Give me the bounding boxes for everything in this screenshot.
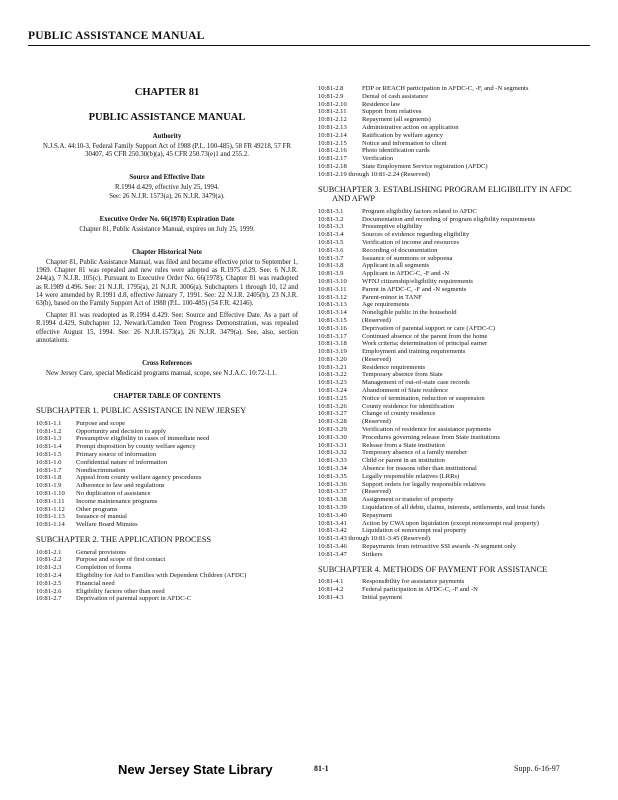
source-line-2: See: 26 N.J.R. 1573(a), 26 N.J.R. 3479(a). — [109, 192, 225, 200]
toc-entry-title: Strikers — [362, 550, 383, 558]
toc-entry-number: 10:81-3.8 — [318, 262, 344, 270]
right-column — [318, 85, 590, 602]
toc-entry-number: 10:81-2.17 — [318, 155, 347, 163]
toc-entry — [318, 418, 590, 426]
subchapter-3-title: SUBCHAPTER 3. ESTABLISHING PROGRAM ELIGIBILITY IN AFDC AND AFWP — [318, 184, 572, 204]
page-footer — [0, 762, 618, 782]
toc-entry-title: Eligibility for Aid to Families with Dependent Children (AFDC) — [76, 571, 247, 579]
toc-entry — [318, 594, 590, 602]
toc-entry — [318, 387, 590, 395]
toc-entry-title: Release from a State institution — [362, 441, 445, 449]
toc-entry-number: 10:81-1.5 — [36, 451, 62, 459]
toc-entry-number: 10:81-3.16 — [318, 324, 347, 332]
toc-entry — [36, 498, 298, 506]
toc-entry-number: 10:81-2.12 — [318, 116, 347, 124]
toc-entry — [318, 520, 590, 528]
toc-entry-number: 10:81-3.35 — [318, 472, 347, 480]
toc-entry-number: 10:81-3.6 — [318, 246, 344, 254]
toc-entry — [318, 132, 590, 140]
toc-entry — [318, 101, 590, 109]
toc-entry-number: 10:81-2.11 — [318, 108, 347, 116]
toc-entry-number: 10:81-2.16 — [318, 147, 347, 155]
toc-entry-number: 10:81-1.7 — [36, 466, 62, 474]
toc-entry-number: 10:81-2.18 — [318, 162, 347, 170]
toc-entry-number: 10:81-1.13 — [36, 513, 65, 521]
toc-entry-number: 10:81-4.1 — [318, 578, 344, 586]
page-number: 81-1 — [314, 764, 329, 773]
toc-entry — [36, 572, 298, 580]
toc-entry-number: 10:81-2.1 — [36, 548, 62, 556]
toc-entry — [318, 504, 590, 512]
toc-entry — [318, 301, 590, 309]
toc-entry-title: Appeal from county welfare agency procedures — [76, 474, 202, 482]
toc-entry — [318, 395, 590, 403]
toc-entry — [36, 451, 298, 459]
executive-order-heading: Executive Order No. 66(1978) Expiration Date — [99, 215, 235, 223]
toc-entry-title: Residence requirements — [362, 363, 426, 371]
toc-entry — [318, 364, 590, 372]
toc-entry-number: 10:81-3.11 — [318, 285, 347, 293]
toc-entry-title: Abandonment of State residence — [362, 387, 448, 395]
toc-entry-number: 10:81-1.14 — [36, 521, 65, 529]
toc-entry-number: 10:81-1.6 — [36, 458, 62, 466]
toc-entry-title: Temporary absence from State — [362, 371, 443, 379]
toc-entry — [318, 108, 590, 116]
toc-entry-title: Program eligibility factors related to AFDC — [362, 207, 477, 215]
toc-entry-title: Primary source of information — [76, 451, 157, 459]
toc-entry-number: 10:81-3.34 — [318, 465, 347, 473]
toc-entry-title: (Reserved) — [362, 355, 391, 363]
subchapter-3-list — [318, 208, 590, 535]
toc-entry-number: 10:81-3.40 — [318, 511, 347, 519]
cross-references-text: New Jersey Care, special Medicaid programs manual, scope, see N.J.A.C. 10:72-1.1. — [46, 370, 277, 378]
left-column — [36, 85, 298, 603]
toc-entry-title: Repayments from retroactive SSI awards -N segment only — [362, 543, 516, 551]
toc-entry-title: Adherence to law and regulations — [76, 482, 165, 490]
toc-entry-number: 10:81-3.46 — [318, 543, 347, 551]
toc-entry — [36, 580, 298, 588]
toc-entry-number: 10:81-3.33 — [318, 457, 347, 465]
toc-entry — [318, 371, 590, 379]
toc-entry — [318, 255, 590, 263]
toc-entry-number: 10:81-3.29 — [318, 426, 347, 434]
toc-entry-title: Repayment — [362, 511, 393, 519]
toc-entry-number: 10:81-3.21 — [318, 363, 347, 371]
executive-order-text: Chapter 81, Public Assistance Manual, expires on July 25, 1999. — [79, 225, 255, 233]
toc-entry-title: Action by CWA upon liquidation (except nonexempt real property) — [362, 519, 539, 527]
toc-entry-number: 10:81-3.10 — [318, 277, 347, 285]
toc-entry — [318, 543, 590, 551]
toc-entry — [318, 481, 590, 489]
toc-entry-number: 10:81-2.6 — [36, 587, 62, 595]
toc-entry — [318, 309, 590, 317]
toc-entry-number: 10:81-1.8 — [36, 474, 62, 482]
toc-entry — [36, 513, 298, 521]
toc-entry — [318, 449, 590, 457]
toc-entry — [318, 294, 590, 302]
toc-entry-number: 10:81-2.10 — [318, 100, 347, 108]
toc-entry-title: Liquidation of all debts, claims, interests, settlements, and trust funds — [362, 504, 545, 512]
toc-entry-number: 10:81-3.19 — [318, 348, 347, 356]
supplement-date: Supp. 6-16-97 — [514, 764, 560, 773]
toc-entry — [318, 270, 590, 278]
toc-entry-title: Confidential nature of information — [76, 458, 168, 466]
toc-entry-number: 10:81-1.3 — [36, 435, 62, 443]
toc-entry-title: WFNJ citizenship/eligibility requirements — [362, 277, 473, 285]
toc-entry-number: 10:81-3.37 — [318, 488, 347, 496]
toc-entry-number: 10:81-3.3 — [318, 223, 344, 231]
toc-entry — [318, 442, 590, 450]
toc-entry-number: 10:81-3.12 — [318, 293, 347, 301]
toc-entry-title: Parent-minor in TANF — [362, 293, 422, 301]
toc-entry — [318, 512, 590, 520]
toc-entry-title: Legally responsible relatives (LRRs) — [362, 472, 460, 480]
toc-entry — [318, 410, 590, 418]
toc-entry — [318, 147, 590, 155]
toc-entry-title: Responsibility for assistance payments — [362, 578, 465, 586]
toc-entry-title: Recording of documentation — [362, 246, 438, 254]
toc-entry — [318, 457, 590, 465]
toc-entry-title: Presumptive eligibility in cases of immediate need — [76, 435, 210, 443]
toc-entry-title: Issuance of summons or subpoena — [362, 254, 453, 262]
toc-entry-number: 10:81-2.8 — [318, 85, 344, 92]
toc-entry — [318, 403, 590, 411]
toc-entry-title: No duplication of assistance — [76, 490, 151, 498]
toc-entry-number: 10:81-3.17 — [318, 332, 347, 340]
toc-entry-number: 10:81-3.1 — [318, 207, 344, 215]
toc-entry-number: 10:81-3.24 — [318, 387, 347, 395]
toc-entry — [318, 465, 590, 473]
toc-entry-title: Presumptive eligibility — [362, 223, 423, 231]
toc-entry-title: (Reserved) — [362, 316, 391, 324]
toc-entry-title: Welfare Board Minutes — [76, 521, 138, 529]
toc-entry-number: 10:81-3.23 — [318, 379, 347, 387]
toc-entry-title: Noneligible public in the household — [362, 309, 457, 317]
toc-entry — [318, 379, 590, 387]
toc-entry — [36, 482, 298, 490]
toc-entry-number: 10:81-2.2 — [36, 556, 62, 564]
toc-entry — [36, 420, 298, 428]
toc-entry-number: 10:81-3.15 — [318, 316, 347, 324]
toc-entry — [318, 333, 590, 341]
subchapter-4-list — [318, 578, 590, 601]
toc-entry — [318, 434, 590, 442]
toc-entry — [318, 155, 590, 163]
toc-entry-title: Issuance of manual — [76, 513, 127, 521]
toc-entry-number: 10:81-3.36 — [318, 480, 347, 488]
toc-entry — [318, 473, 590, 481]
source-heading: Source and Effective Date — [129, 174, 205, 182]
toc-entry-title: Support from relatives — [362, 108, 422, 116]
toc-entry-title: Employment and training requirements — [362, 348, 466, 356]
toc-entry-number: 10:81-3.18 — [318, 340, 347, 348]
toc-entry — [36, 435, 298, 443]
subchapter-1-list — [36, 420, 298, 529]
toc-entry-number: 10:81-3.25 — [318, 394, 347, 402]
chapter-title: PUBLIC ASSISTANCE MANUAL — [88, 112, 246, 123]
toc-entry — [36, 443, 298, 451]
toc-entry — [318, 286, 590, 294]
toc-entry-title: Purpose and scope of first contact — [76, 556, 166, 564]
toc-entry-number: 10:81-1.2 — [36, 427, 62, 435]
toc-entry — [318, 356, 590, 364]
chapter-number: CHAPTER 81 — [134, 87, 200, 98]
toc-entry — [318, 231, 590, 239]
toc-entry-title: Applicant in AFDC-C, -F and -N — [362, 270, 450, 278]
subchapter-2-continued-list — [318, 85, 590, 171]
toc-entry-title: Absence for reasons other than institutional — [362, 465, 477, 473]
toc-entry-number: 10:81-1.4 — [36, 443, 62, 451]
toc-entry — [318, 216, 590, 224]
toc-entry-title: County residence for identification — [362, 402, 455, 410]
authority-text: N.J.S.A. 44:10-3, Federal Family Support Act of 1988 (P.L. 100-485), 58 FR 49218, 57 FR 30407, 45 CFR 250.30(b)(a), 45 CFR 250.73(e)1 and 255.2. — [43, 143, 291, 159]
toc-entry-title: Denial of cash assistance — [362, 92, 429, 100]
toc-entry-title: Verification of income and resources — [362, 238, 460, 246]
toc-entry-title: Child or parent in an institution — [362, 457, 445, 465]
toc-entry-number: 10:81-2.5 — [36, 579, 62, 587]
toc-entry-number: 10:81-4.3 — [318, 593, 344, 601]
toc-entry-number: 10:81-3.9 — [318, 270, 344, 278]
toc-entry-title: Age requirements — [362, 301, 410, 309]
toc-entry-number: 10:81-3.14 — [318, 309, 347, 317]
library-stamp: New Jersey State Library — [118, 762, 273, 777]
toc-entry-title: Nondiscrimination — [76, 466, 126, 474]
toc-entry-title: Management of out-of-state case records — [362, 379, 470, 387]
toc-entry-title: Deprivation of parental support in AFDC-C — [76, 595, 192, 603]
toc-entry — [318, 317, 590, 325]
toc-entry-number: 10:81-1.9 — [36, 482, 62, 490]
toc-entry-title: Other programs — [76, 505, 118, 513]
toc-entry-number: 10:81-3.4 — [318, 231, 344, 239]
toc-entry — [318, 262, 590, 270]
toc-entry-title: Liquidation of nonexempt real property — [362, 527, 467, 535]
toc-entry — [318, 239, 590, 247]
toc-entry-number: 10:81-2.3 — [36, 564, 62, 572]
toc-entry-title: Administrative action on application — [362, 123, 459, 131]
toc-entry — [36, 564, 298, 572]
toc-entry-title: Work criteria; determination of principal earner — [362, 340, 488, 348]
toc-entry-title: Parent in AFDC-C, -F and -N segments — [362, 285, 467, 293]
toc-entry — [318, 93, 590, 101]
historical-note-heading: Chapter Historical Note — [132, 249, 202, 257]
toc-entry-number: 10:81-3.47 — [318, 550, 347, 558]
toc-entry-title: Procedures governing release from State institutions — [362, 433, 500, 441]
toc-entry — [318, 163, 590, 171]
toc-entry-number: 10:81-3.31 — [318, 441, 347, 449]
toc-entry-title: Residence law — [362, 100, 401, 108]
toc-entry — [36, 459, 298, 467]
toc-entry-title: Initial payment — [362, 593, 403, 601]
toc-entry-title: Applicant in all segments — [362, 262, 430, 270]
toc-entry — [36, 467, 298, 475]
historical-note-paragraph-2: Chapter 81 was readopted as R.1994 d.429. See: Source and Effective Date. As a part of R.1994 d.429, Subchapter 12, Newark/Camden Teen Progress Demonstration, was repealed effective August 15, 1994. See: 26 N.J.R.1573(a), 26 N.J.R. 3479(a). See, also, section annotations. — [36, 312, 298, 344]
toc-entry — [318, 278, 590, 286]
toc-entry-number: 10:81-3.32 — [318, 449, 347, 457]
toc-entry-title: Assignment or transfer of property — [362, 496, 454, 504]
historical-note-paragraph-1: Chapter 81, Public Assistance Manual, was filed and became effective prior to September 1, 1969. Chapter 81 was repealed and new rules were adopted as R.1975 d.29. See: 6 N.J.R. 244(a), 7 N.J.R. 105(c). Pursuant to Executive Order No. 66(1978), Chapter 81 was readopted as R.1989 d.496. See: 21 N.J.R. 1795(a), 21 N.J.R. 3006(a). Subchapters 1 through 10, 12 and 14 were amended by R.1991 d.8, effective January 7, 1991. See: 22 N.J.R. 2405(b), 23 N.J.R. 63(b), based on the Family Support Act of 1988 (P.L. 100-485) (54 F.R. 42146). — [36, 259, 298, 308]
subchapter-4-title: SUBCHAPTER 4. METHODS OF PAYMENT FOR ASSISTANCE — [318, 564, 548, 574]
toc-entry — [36, 428, 298, 436]
toc-entry-number: 10:81-4.2 — [318, 586, 344, 593]
toc-entry-title: Continued absence of the parent from the home — [362, 332, 488, 340]
toc-entry-title: Financial need — [76, 579, 115, 587]
subchapter-1-title: SUBCHAPTER 1. PUBLIC ASSISTANCE IN NEW JERSEY — [36, 406, 247, 416]
toc-entry — [318, 340, 590, 348]
toc-entry-title: Eligibility factors other than need — [76, 587, 165, 595]
toc-entry — [36, 595, 298, 603]
toc-entry-title: Support orders for legally responsible relatives — [362, 480, 486, 488]
table-of-contents-heading: CHAPTER TABLE OF CONTENTS — [113, 393, 221, 401]
toc-entry-number: 10:81-1.1 — [36, 419, 62, 427]
toc-entry — [318, 488, 590, 496]
toc-entry — [318, 551, 590, 559]
toc-entry-number: 10:81-2.13 — [318, 123, 347, 131]
toc-entry — [318, 325, 590, 333]
toc-entry-number: 10:81-2.15 — [318, 139, 347, 147]
toc-entry-title: Photo identification cards — [362, 147, 430, 155]
toc-entry — [318, 527, 590, 535]
toc-entry — [318, 208, 590, 216]
toc-entry-title: General provisions — [76, 548, 126, 556]
toc-entry-title: Verification of residence for assistance payments — [362, 426, 492, 434]
toc-entry-number: 10:81-3.22 — [318, 371, 347, 379]
toc-entry — [36, 549, 298, 557]
toc-entry-number: 10:81-3.41 — [318, 519, 347, 527]
toc-entry-number: 10:81-2.14 — [318, 131, 347, 139]
cross-references-heading: Cross References — [142, 360, 192, 368]
toc-entry-number: 10:81-1.12 — [36, 505, 65, 513]
toc-entry-title: Change of county residence — [362, 410, 436, 418]
toc-entry-number: 10:81-1.10 — [36, 490, 65, 498]
toc-entry-title: Purpose and scope — [76, 419, 126, 427]
toc-entry-title: Deprivation of parental support or care (AFDC-C) — [362, 324, 495, 332]
toc-entry — [318, 578, 590, 586]
toc-entry-number: 10:81-2.4 — [36, 571, 62, 579]
toc-entry-number: 10:81-3.2 — [318, 215, 344, 223]
toc-entry — [318, 426, 590, 434]
toc-entry-number: 10:81-3.13 — [318, 301, 347, 309]
toc-entry-number: 10:81-3.28 — [318, 418, 347, 426]
toc-entry — [318, 116, 590, 124]
toc-entry — [318, 247, 590, 255]
toc-entry-title: Federal participation in AFDC-C, -F and -N — [362, 586, 478, 593]
toc-entry-title: Notice and information to client — [362, 139, 447, 147]
toc-entry-title: State Employment Service registration (AFDC) — [362, 162, 488, 170]
subchapter-2-reserved-range: 10:81-2.19 through 10:81-2.24 (Reserved) — [318, 170, 430, 178]
toc-entry-number: 10:81-3.20 — [318, 355, 347, 363]
running-header-title: PUBLIC ASSISTANCE MANUAL — [28, 30, 205, 42]
toc-entry — [318, 496, 590, 504]
toc-entry-title: Documentation and recording of program eligibility requirements — [362, 215, 536, 223]
toc-entry-title: (Reserved) — [362, 418, 391, 426]
toc-entry — [318, 85, 590, 93]
toc-entry-title: Verification — [362, 155, 394, 163]
toc-entry — [36, 490, 298, 498]
toc-entry-number: 10:81-3.39 — [318, 504, 347, 512]
toc-entry-title: Repayment (all segments) — [362, 116, 431, 124]
toc-entry — [36, 588, 298, 596]
running-header — [28, 30, 590, 46]
toc-entry-number: 10:81-3.42 — [318, 527, 347, 535]
toc-entry-title: (Reserved) — [362, 488, 391, 496]
toc-entry — [318, 586, 590, 594]
toc-entry-title: Notice of termination, reduction or suspension — [362, 394, 485, 402]
subchapter-2-title: SUBCHAPTER 2. THE APPLICATION PROCESS — [36, 535, 212, 544]
toc-entry-number: 10:81-3.27 — [318, 410, 347, 418]
toc-entry-number: 10:81-2.7 — [36, 595, 62, 603]
toc-entry-title: Income maintenance programs — [76, 497, 158, 505]
toc-entry-number: 10:81-2.9 — [318, 92, 344, 100]
toc-entry — [36, 521, 298, 529]
source-line-1: R.1994 d.429, effective July 25, 1994. — [114, 184, 220, 192]
toc-entry-number: 10:81-3.38 — [318, 496, 347, 504]
toc-entry-title: Prompt disposition by county welfare agency — [76, 443, 196, 451]
subchapter-2-list — [36, 549, 298, 604]
toc-entry-number: 10:81-3.5 — [318, 238, 344, 246]
toc-entry-number: 10:81-3.7 — [318, 254, 344, 262]
authority-heading: Authority — [152, 133, 182, 140]
toc-entry-title: Completion of forms — [76, 564, 132, 572]
toc-entry-title: Ratification by welfare agency — [362, 131, 444, 139]
toc-entry — [318, 124, 590, 132]
subchapter-3-reserved-range: 10:81-3.43 through 10:81-3.45 (Reserved) — [318, 535, 430, 543]
toc-entry — [36, 556, 298, 564]
toc-entry — [318, 348, 590, 356]
toc-entry-number: 10:81-1.11 — [36, 497, 65, 505]
subchapter-3-tail-list — [318, 543, 590, 559]
toc-entry — [36, 474, 298, 482]
toc-entry-title: Temporary absence of a family member — [362, 449, 468, 457]
toc-entry — [318, 223, 590, 231]
toc-entry-number: 10:81-3.26 — [318, 402, 347, 410]
toc-entry-title: Sources of evidence regarding eligibility — [362, 231, 470, 239]
toc-entry-number: 10:81-3.30 — [318, 433, 347, 441]
toc-entry-title: FDP or REACH participation in AFDC-C, -F, and -N segments — [362, 85, 529, 92]
toc-entry-title: Opportunity and decision to apply — [76, 427, 167, 435]
toc-entry — [318, 140, 590, 148]
toc-entry — [36, 506, 298, 514]
